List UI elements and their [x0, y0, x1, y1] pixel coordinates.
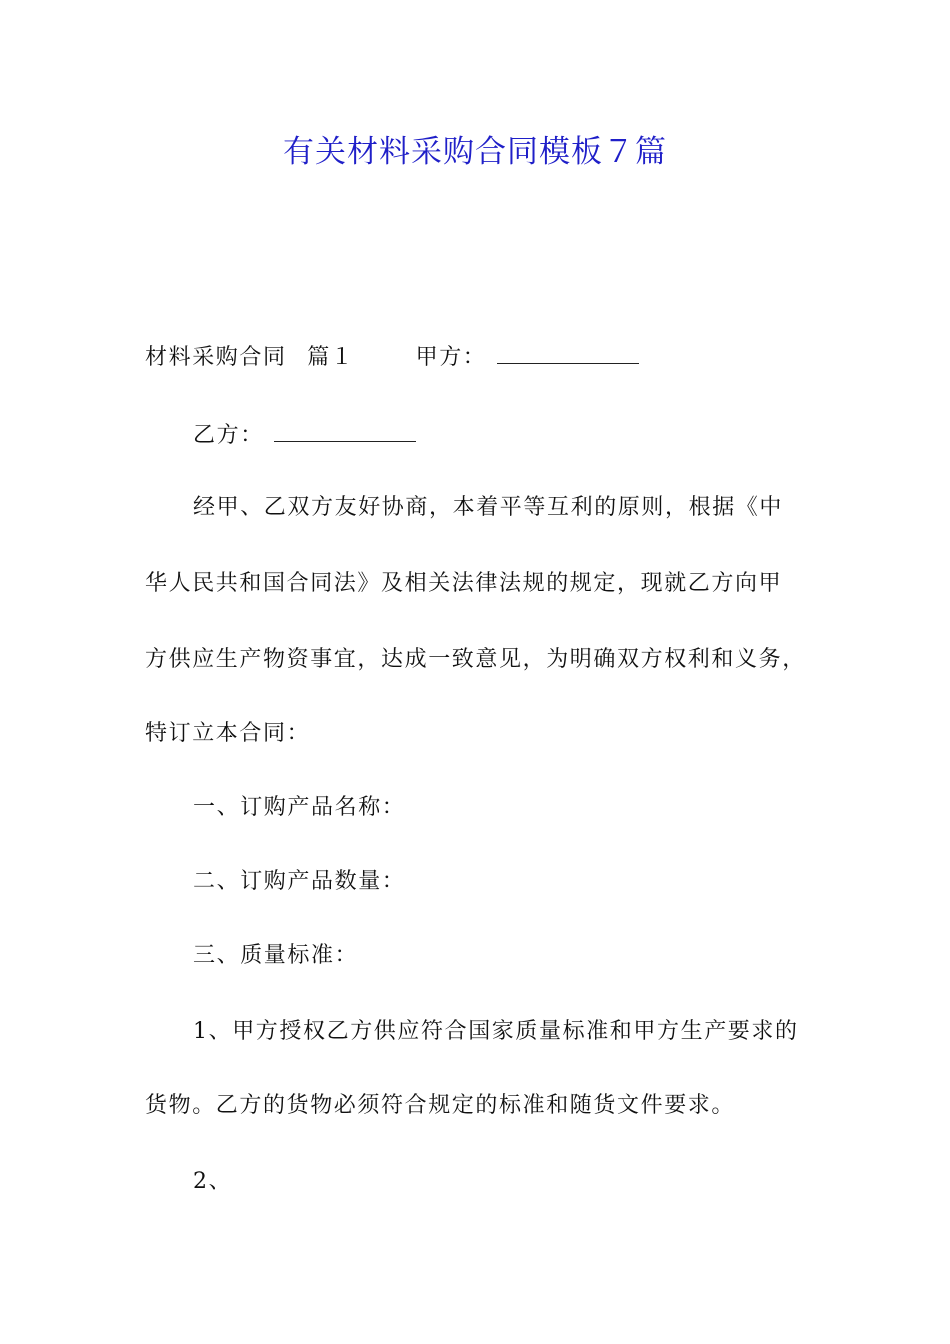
intro-line-2: 华人民共和国合同法》及相关法律法规的规定，现就乙方向甲 [145, 571, 783, 596]
section-part: 篇１ [307, 345, 355, 370]
intro-line-4: 特订立本合同： [145, 721, 311, 746]
intro-line-1: 经甲、乙双方友好协商，本着平等互利的原则，根据《中 [193, 495, 784, 520]
party-b-line [193, 418, 835, 454]
party-b-label: 乙方： [193, 423, 264, 448]
intro-line-3: 方供应生产物资事宜，达成一致意见，为明确双方权利和义务， [145, 647, 806, 672]
item-product-name: 一、订购产品名称： [193, 795, 406, 820]
party-b-blank [274, 419, 416, 442]
clause-1-line-1: 1、甲方授权乙方供应符合国家质量标准和甲方生产要求的 [193, 1019, 799, 1044]
item-quality-standard: 三、质量标准： [193, 943, 359, 968]
party-a-label: 甲方： [415, 345, 487, 370]
clause-1-line-2: 货物。乙方的货物必须符合规定的标准和随货文件要求。 [145, 1093, 736, 1118]
clause-2: 2、 [193, 1169, 233, 1194]
heading-line [145, 340, 835, 376]
section-title: 材料采购合同 [145, 345, 287, 370]
party-a-blank [497, 341, 639, 364]
item-product-quantity: 二、订购产品数量： [193, 869, 406, 894]
document-title: 有关材料采购合同模板７篇 [283, 134, 667, 170]
